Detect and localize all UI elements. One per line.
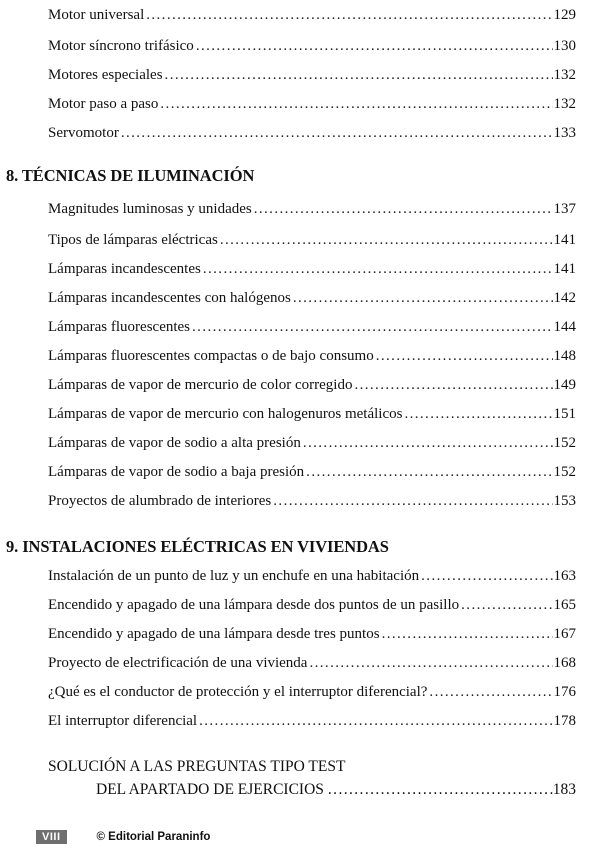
toc-entry[interactable]	[48, 432, 576, 454]
entry-page: 141	[553, 261, 576, 277]
leader-dots	[203, 258, 553, 280]
entry-page: 152	[553, 435, 576, 451]
entry-page: 142	[553, 290, 576, 306]
chapter-heading: 9. INSTALACIONES ELÉCTRICAS EN VIVIENDAS	[6, 537, 389, 556]
leader-dots	[429, 681, 552, 703]
entry-page: 144	[553, 319, 576, 335]
entry-title: Lámparas incandescentes	[48, 261, 201, 277]
leader-dots	[121, 122, 553, 144]
toc-entry[interactable]	[48, 4, 576, 26]
entry-title: Magnitudes luminosas y unidades	[48, 201, 252, 217]
entry-title: Lámparas fluorescentes	[48, 319, 191, 335]
entry-page: 133	[553, 125, 576, 141]
entry-page: 163	[553, 568, 576, 584]
entry-page: 149	[553, 377, 576, 393]
entry-title: Lámparas de vapor de sodio a alta presión	[48, 435, 301, 451]
leader-dots	[146, 4, 552, 26]
entry-page: 151	[553, 406, 576, 422]
entry-title: Motor universal	[48, 7, 145, 23]
entry-title: Proyectos de alumbrado de interiores	[48, 493, 272, 509]
leader-dots	[303, 432, 553, 454]
entry-title: El interruptor diferencial	[48, 713, 198, 729]
leader-dots	[199, 710, 552, 732]
toc-entry[interactable]	[48, 710, 576, 732]
leader-dots	[306, 461, 552, 483]
appendix-title-line2: DEL APARTADO DE EJERCICIOS	[96, 781, 324, 798]
toc-entry-appendix[interactable]	[96, 779, 576, 801]
toc-entry[interactable]	[48, 64, 576, 86]
entry-title: Motor síncrono trifásico	[48, 38, 194, 54]
entry-page: 141	[553, 232, 576, 248]
leader-dots	[309, 652, 552, 674]
entry-title: Instalación de un punto de luz y un enchufe en una habitación	[48, 568, 420, 584]
leader-dots	[324, 779, 553, 801]
leader-dots	[404, 403, 552, 425]
entry-title: Lámparas de vapor de sodio a baja presión	[48, 464, 305, 480]
entry-page: 132	[553, 67, 576, 83]
entry-page: 132	[553, 96, 576, 112]
entry-title: Servomotor	[48, 125, 119, 141]
leader-dots	[293, 287, 553, 309]
entry-title: Encendido y apagado de una lámpara desde dos puntos de un pasillo	[48, 597, 460, 613]
entry-title: Lámparas incandescentes con halógenos	[48, 290, 291, 306]
toc-entry[interactable]	[48, 623, 576, 645]
page-footer	[36, 828, 210, 846]
entry-title: Encendido y apagado de una lámpara desde tres puntos	[48, 626, 380, 642]
toc-entry[interactable]	[48, 93, 576, 115]
entry-page: 168	[553, 655, 576, 671]
entry-page: 183	[552, 781, 576, 798]
leader-dots	[354, 374, 552, 396]
toc-entry[interactable]	[48, 652, 576, 674]
page-number-roman: VIII	[36, 830, 67, 844]
entry-page: 167	[553, 626, 576, 642]
entry-title: Lámparas de vapor de mercurio de color corregido	[48, 377, 353, 393]
leader-dots	[376, 345, 553, 367]
toc-entry[interactable]	[48, 681, 576, 703]
entry-title: Motores especiales	[48, 67, 163, 83]
entry-page: 148	[553, 348, 576, 364]
leader-dots	[192, 316, 552, 338]
toc-entry[interactable]	[48, 461, 576, 483]
entry-title: Proyecto de electrificación de una vivienda	[48, 655, 308, 671]
leader-dots	[461, 594, 552, 616]
appendix-title-line1: SOLUCIÓN A LAS PREGUNTAS TIPO TEST	[48, 758, 346, 775]
entry-page: 176	[553, 684, 576, 700]
copyright-text: © Editorial Paraninfo	[96, 831, 211, 843]
toc-entry[interactable]	[48, 490, 576, 512]
leader-dots	[254, 198, 553, 220]
entry-title: Lámparas de vapor de mercurio con halogenuros metálicos	[48, 406, 403, 422]
leader-dots	[220, 229, 553, 251]
toc-entry[interactable]	[48, 258, 576, 280]
entry-title: ¿Qué es el conductor de protección y el interruptor diferencial?	[48, 684, 428, 700]
entry-page: 178	[553, 713, 576, 729]
entry-page: 137	[553, 201, 576, 217]
leader-dots	[165, 64, 553, 86]
toc-entry[interactable]	[48, 345, 576, 367]
toc-entry[interactable]	[48, 287, 576, 309]
leader-dots	[196, 35, 553, 57]
leader-dots	[273, 490, 552, 512]
toc-entry[interactable]	[48, 565, 576, 587]
toc-entry[interactable]	[48, 403, 576, 425]
leader-dots	[382, 623, 553, 645]
leader-dots	[421, 565, 552, 587]
toc-entry[interactable]	[48, 35, 576, 57]
toc-entry[interactable]	[48, 198, 576, 220]
toc-entry[interactable]	[48, 594, 576, 616]
entry-title: Tipos de lámparas eléctricas	[48, 232, 218, 248]
entry-page: 152	[553, 464, 576, 480]
toc-entry[interactable]	[48, 229, 576, 251]
entry-page: 165	[553, 597, 576, 613]
leader-dots	[160, 93, 552, 115]
entry-title: Motor paso a paso	[48, 96, 159, 112]
toc-entry[interactable]	[48, 374, 576, 396]
entry-page: 130	[553, 38, 576, 54]
toc-entry[interactable]	[48, 316, 576, 338]
entry-title: Lámparas fluorescentes compactas o de bajo consumo	[48, 348, 374, 364]
toc-entry[interactable]	[48, 122, 576, 144]
chapter-heading: 8. TÉCNICAS DE ILUMINACIÓN	[6, 166, 255, 185]
entry-page: 153	[553, 493, 576, 509]
entry-page: 129	[553, 7, 576, 23]
